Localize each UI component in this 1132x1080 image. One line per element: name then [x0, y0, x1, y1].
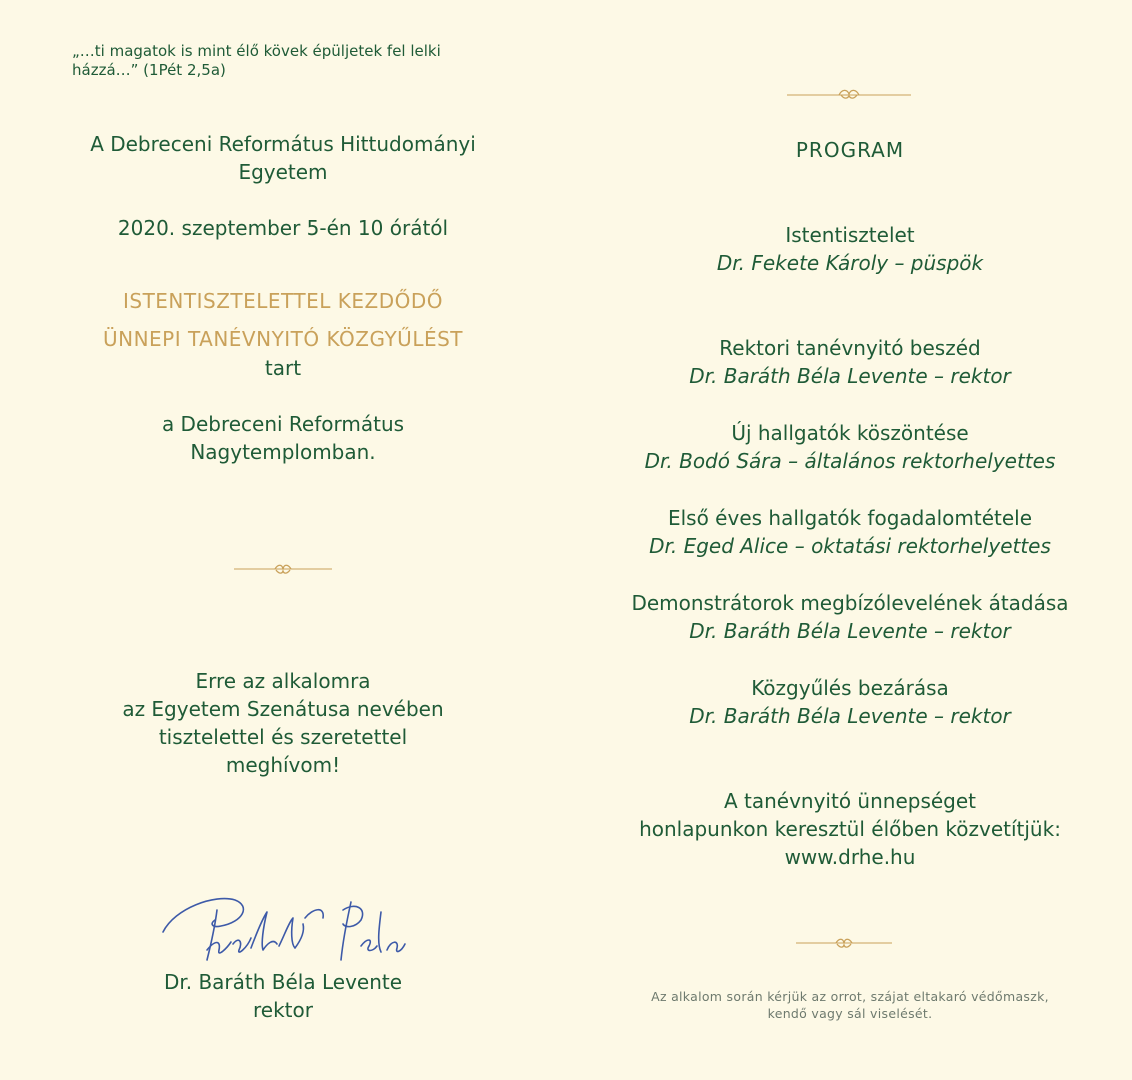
program-item-person: Dr. Eged Alice – oktatási rektorhelyettes	[649, 534, 1051, 558]
program-item	[590, 674, 1110, 730]
place-line-1: a Debreceni Református	[161, 412, 405, 436]
program-item	[590, 334, 1110, 390]
signer-name: Dr. Baráth Béla Levente	[163, 970, 403, 994]
website-link[interactable]: www.drhe.hu	[784, 845, 916, 869]
place-line-2: Nagytemplomban.	[190, 440, 376, 464]
broadcast-line-2: honlapunkon keresztül élőben közvetítjük:	[639, 817, 1061, 841]
signer	[40, 968, 526, 1024]
ornament-divider-icon	[787, 87, 911, 101]
program-item	[590, 221, 1110, 277]
program-heading: PROGRAM	[795, 138, 905, 162]
footnote-line-2: kendő vagy sál viselését.	[767, 1006, 933, 1021]
headline-line-1: ISTENTISZTELETTEL KEZDŐDŐ	[122, 289, 443, 313]
quote-line-1: „…ti magatok is mint élő kövek épüljetek fel lelki	[72, 42, 441, 60]
mask-notice	[590, 988, 1110, 1022]
university-line-2: Egyetem	[238, 160, 328, 184]
program-item	[590, 589, 1110, 645]
university-line-1: A Debreceni Református Hittudományi	[90, 132, 476, 156]
quote-line-2: házzá…” (1Pét 2,5a)	[72, 61, 226, 79]
invite-line-4: meghívom!	[225, 753, 341, 777]
event-place	[40, 410, 526, 466]
program-item	[590, 504, 1110, 560]
university-name	[40, 130, 526, 186]
signer-title: rektor	[253, 998, 313, 1022]
program-item	[590, 419, 1110, 475]
program-item-title: Rektori tanévnyitó beszéd	[719, 336, 981, 360]
program-item-title: Új hallgatók köszöntése	[731, 421, 969, 445]
handwritten-signature	[155, 888, 415, 968]
broadcast-notice	[590, 787, 1110, 871]
program-item-person: Dr. Fekete Károly – püspök	[716, 251, 984, 275]
invite-line-2: az Egyetem Szenátusa nevében	[122, 697, 444, 721]
event-date: 2020. szeptember 5-én 10 órától	[117, 216, 449, 240]
bible-quote	[72, 42, 502, 80]
ornament-divider-icon	[796, 937, 892, 951]
invitation-text	[40, 667, 526, 779]
broadcast-line-1: A tanévnyitó ünnepséget	[723, 789, 977, 813]
program-item-title: Első éves hallgatók fogadalomtétele	[667, 506, 1033, 530]
program-item-title: Közgyűlés bezárása	[751, 676, 949, 700]
headline-line-2: ÜNNEPI TANÉVNYITÓ KÖZGYŰLÉST	[102, 327, 464, 351]
invite-line-3: tisztelettel és szeretettel	[158, 725, 408, 749]
program-item-title: Demonstrátorok megbízólevelének átadása	[631, 591, 1069, 615]
tart-text: tart	[264, 356, 302, 380]
footnote-line-1: Az alkalom során kérjük az orrot, szájat eltakaró védőmaszk,	[651, 989, 1049, 1004]
program-item-person: Dr. Baráth Béla Levente – rektor	[689, 619, 1011, 643]
program-item-person: Dr. Baráth Béla Levente – rektor	[689, 364, 1011, 388]
invite-line-1: Erre az alkalomra	[195, 669, 371, 693]
program-item-person: Dr. Baráth Béla Levente – rektor	[689, 704, 1011, 728]
ornament-divider-icon	[234, 563, 332, 577]
program-item-title: Istentisztelet	[785, 223, 915, 247]
program-item-person: Dr. Bodó Sára – általános rektorhelyettes	[644, 449, 1056, 473]
